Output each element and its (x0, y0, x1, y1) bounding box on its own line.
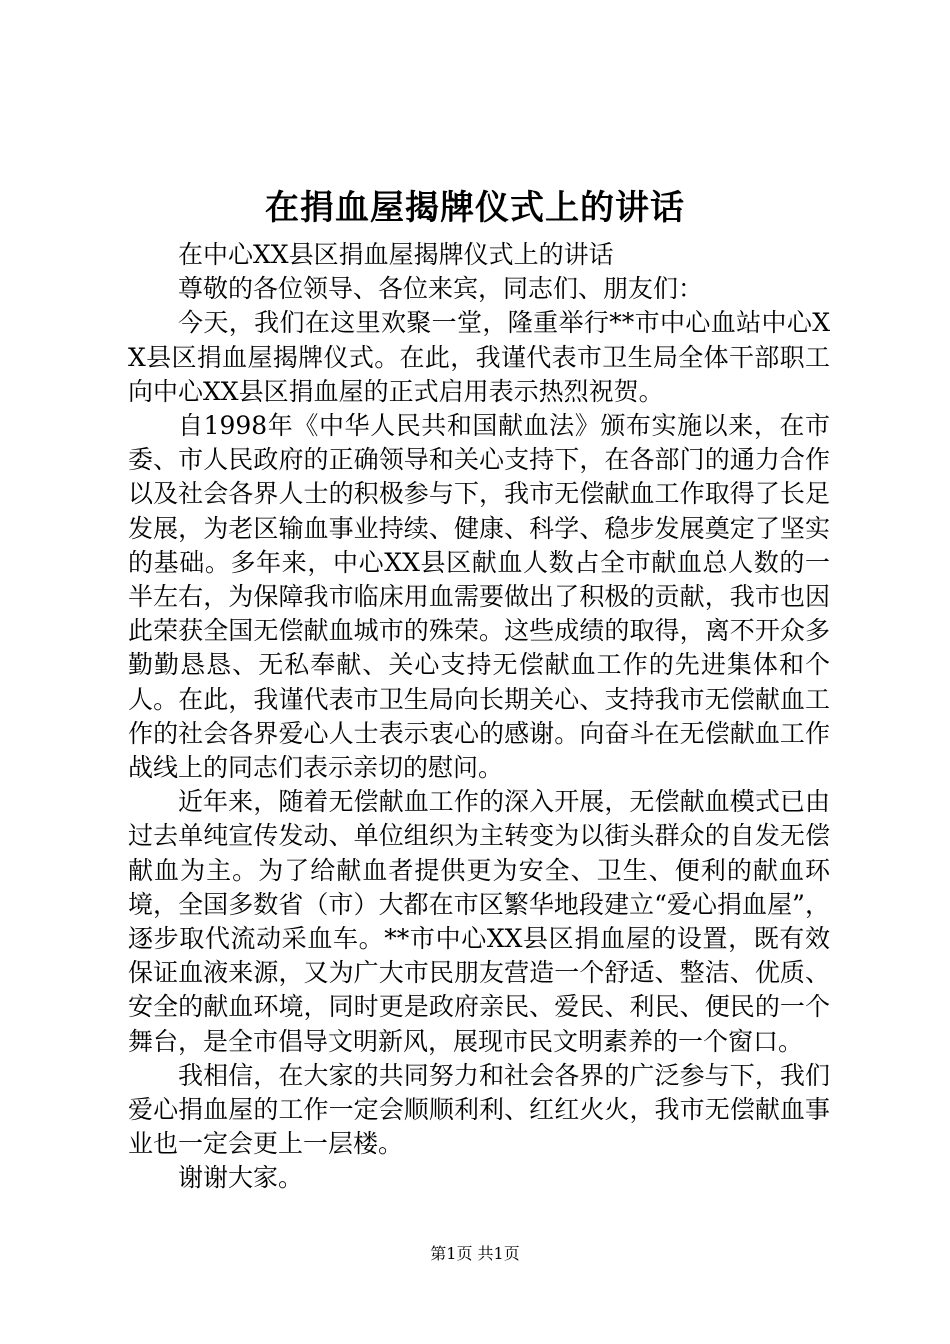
document-title: 在捐血屋揭牌仪式上的讲话 (265, 188, 685, 228)
paragraph-greeting: 尊敬的各位领导、各位来宾，同志们、朋友们： (178, 274, 704, 304)
document-body (128, 238, 830, 1196)
paragraph-opening: 今天，我们在这里欢聚一堂，隆重举行**市中心血站中心XX县区捐血屋揭牌仪式。在此，我谨代表市卫生局全体干部职工向中心XX县区捐血屋的正式启用表示热烈祝贺。 (128, 308, 830, 406)
page-footer: 第1页 共1页 (430, 1244, 520, 1263)
paragraph-achievements: 自1998年《中华人民共和国献血法》颁布实施以来，在市委、市人民政府的正确领导和关心支持下，在各部门的通力合作以及社会各界人士的积极参与下，我市无偿献血工作取得了长足发展，为老区输血事业持续、健康、科学、稳步发展奠定了坚实的基础。多年来，中心XX县区献血人数占全市献血总人数的一半左右，为保障我市临床用血需要做出了积极的贡献，我市也因此荣获全国无偿献血城市的殊荣。这些成绩的取得，离不开众多勤勤恳恳、无私奉献、关心支持无偿献血工作的先进集体和个人。在此，我谨代表市卫生局向长期关心、支持我市无偿献血工作的社会各界爱心人士表示衷心的感谢。向奋斗在无偿献血工作战线上的同志们表示亲切的慰问。 (128, 411, 830, 783)
paragraph-thanks: 谢谢大家。 (178, 1163, 304, 1193)
paragraph-expectation: 我相信，在大家的共同努力和社会各界的广泛参与下，我们爱心捐血屋的工作一定会顺顺利利、红红火火，我市无偿献血事业也一定会更上一层楼。 (128, 1060, 830, 1159)
paragraph-development: 近年来，随着无偿献血工作的深入开展，无偿献血模式已由过去单纯宣传发动、单位组织为主转变为以街头群众的自发无偿献血为主。为了给献血者提供更为安全、卫生、便利的献血环境，全国多数省（市）大都在市区繁华地段建立“爱心捐血屋”，逐步取代流动采血车。**市中心XX县区捐血屋的设置，既有效保证血液来源，又为广大市民朋友营造一个舒适、整洁、优质、安全的献血环境，同时更是政府亲民、爱民、利民、便民的一个舞台，是全市倡导文明新风，展现市民文明素养的一个窗口。 (128, 787, 830, 1056)
paragraph-subtitle: 在中心XX县区捐血屋揭牌仪式上的讲话 (178, 240, 614, 269)
